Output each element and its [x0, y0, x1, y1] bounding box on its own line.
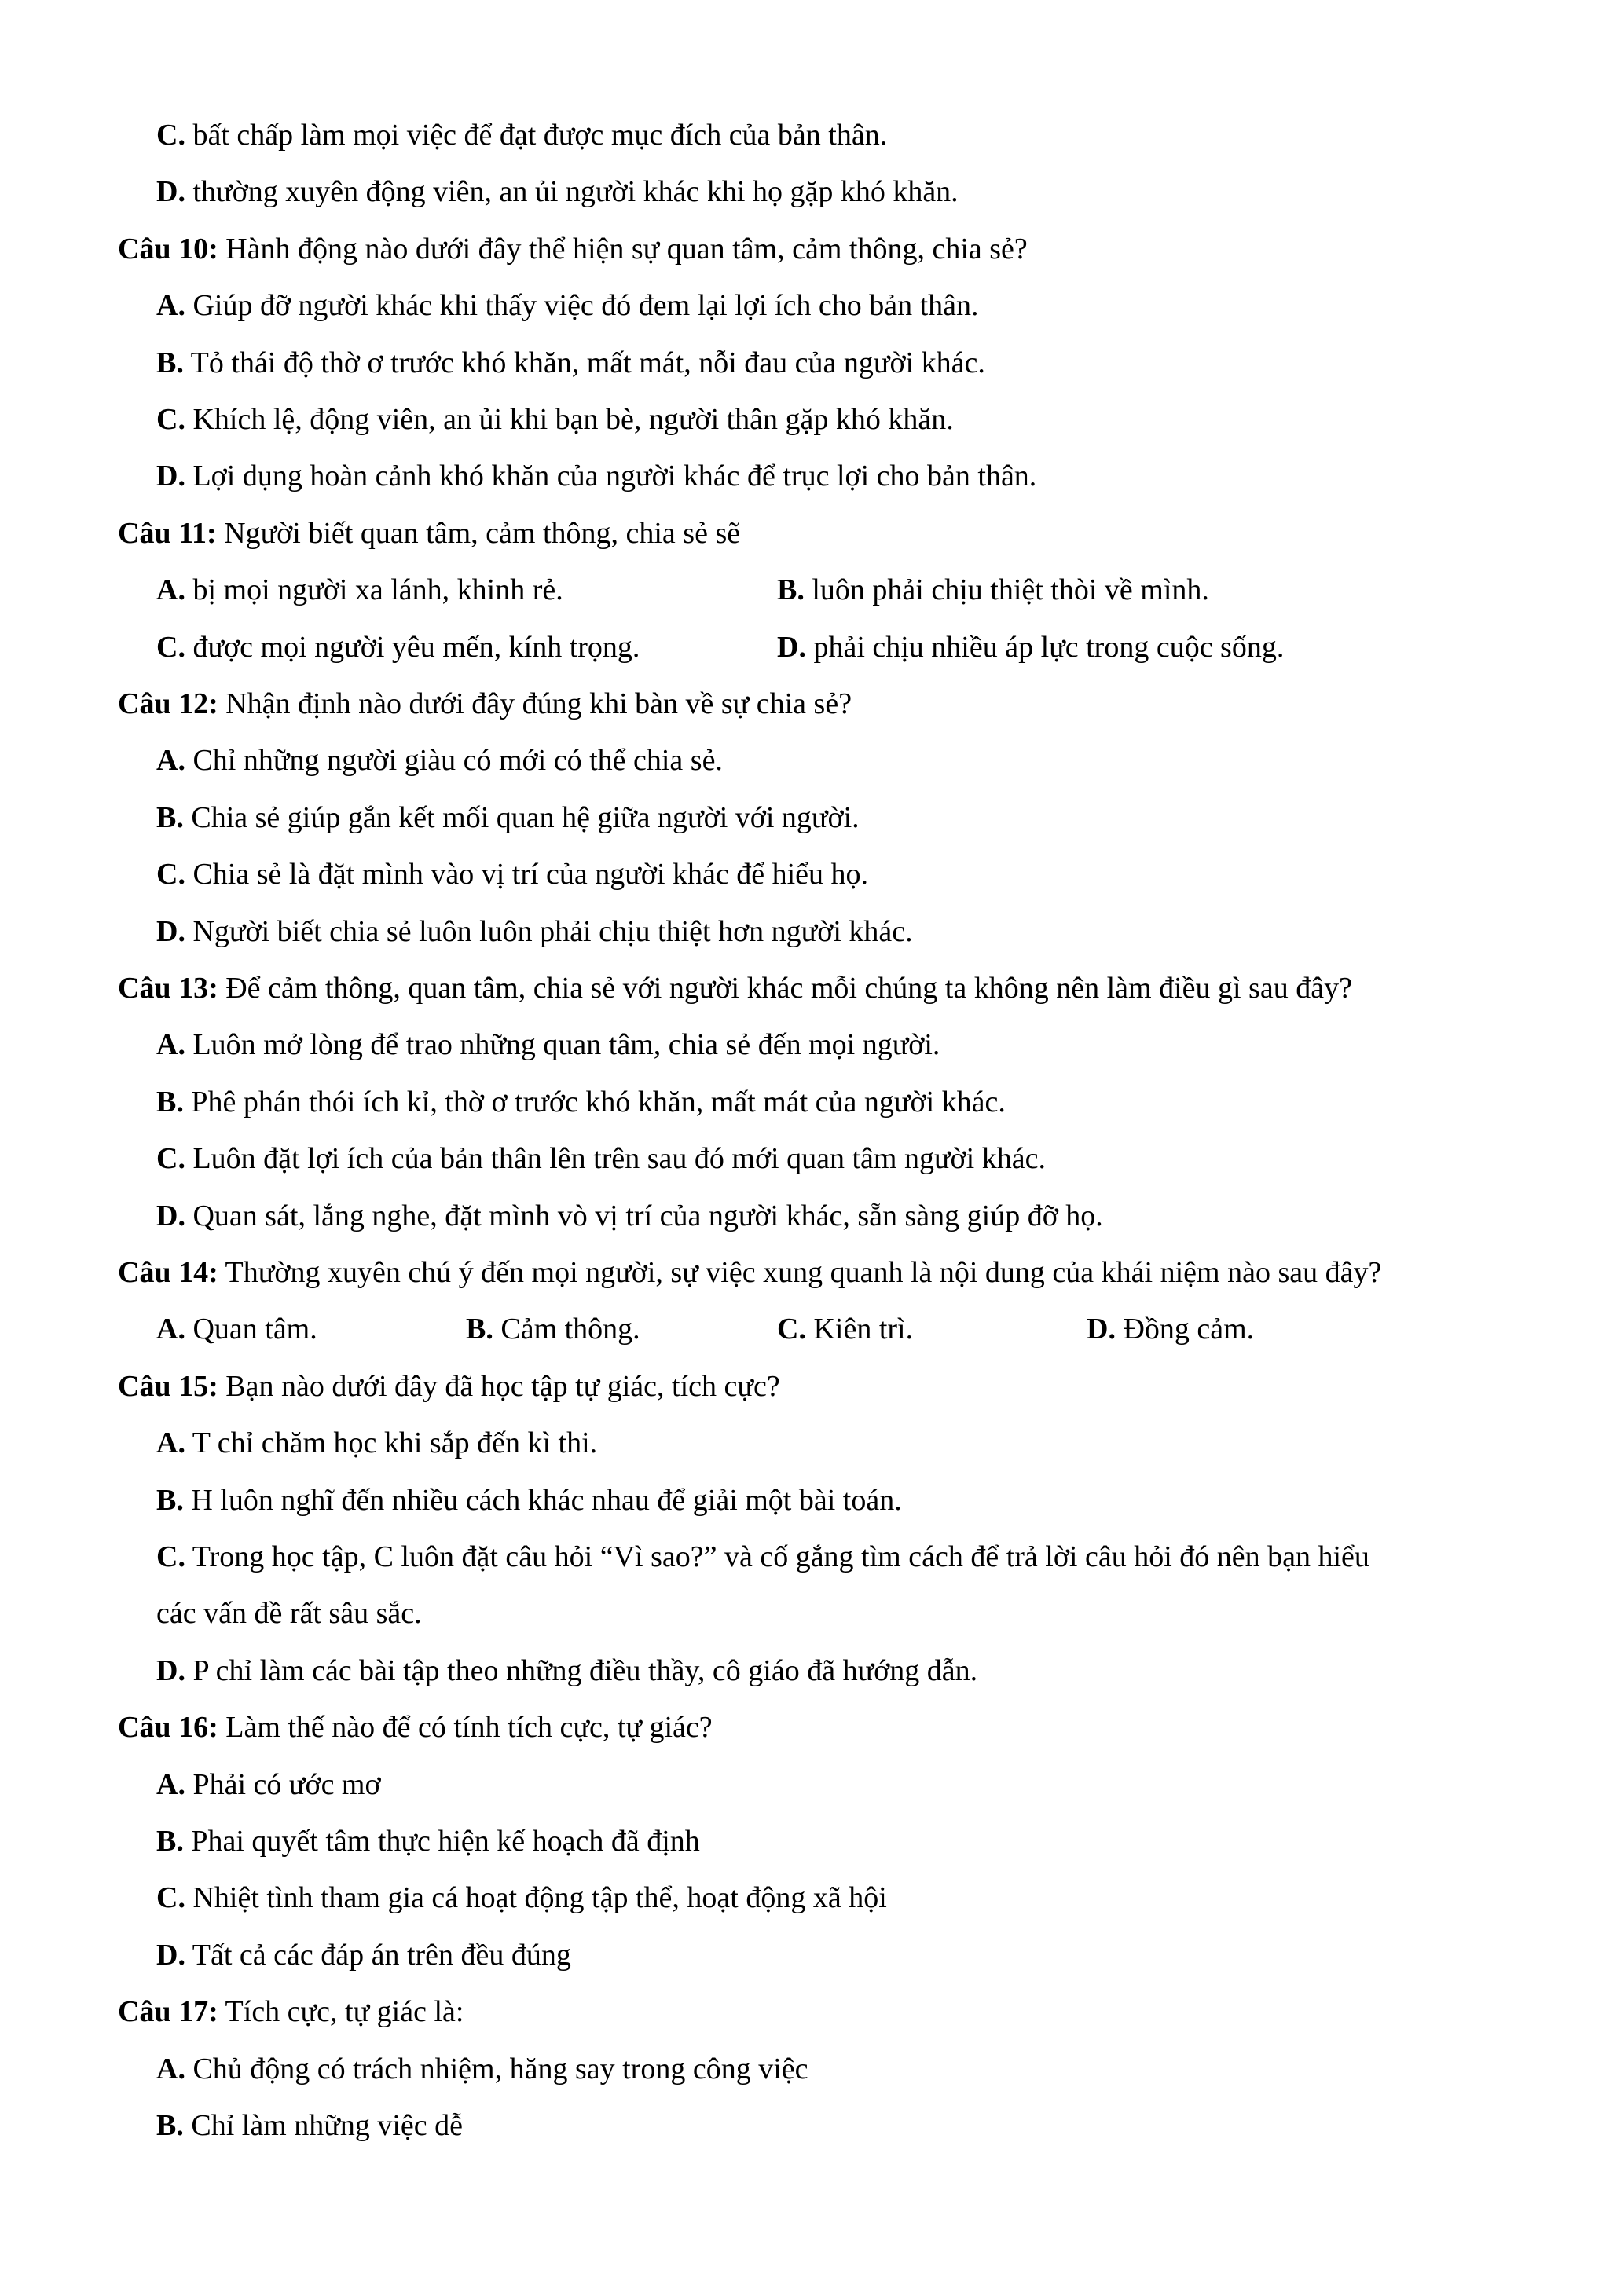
option-label: B.	[466, 1313, 493, 1346]
option-label: D.	[156, 175, 185, 208]
question-number: Câu 15:	[118, 1370, 218, 1403]
option-label: A.	[156, 573, 185, 606]
question-text: Để cảm thông, quan tâm, chia sẻ với người khác mỗi chúng ta không nên làm điều gì sau đây?	[218, 972, 1352, 1005]
option-label: C.	[156, 1142, 185, 1175]
option-text: T chỉ chăm học khi sắp đến kì thi.	[185, 1426, 598, 1459]
option-label: D.	[156, 1939, 185, 1972]
answer-option	[156, 2050, 808, 2088]
question-line	[118, 514, 740, 552]
question-number: Câu 11:	[118, 517, 217, 550]
option-label: B.	[156, 2109, 184, 2142]
answer-option	[156, 1424, 597, 1462]
option-text: P chỉ làm các bài tập theo những điều thầy, cô giáo đã hướng dẫn.	[185, 1654, 978, 1687]
answer-option	[156, 1652, 977, 1690]
question-text: Thường xuyên chú ý đến mọi người, sự việc xung quanh là nội dung của khái niệm nào sau đây?	[218, 1256, 1382, 1289]
option-label: A.	[156, 1313, 185, 1346]
option-text: Quan tâm.	[185, 1313, 317, 1346]
option-text: luôn phải chịu thiệt thòi về mình.	[804, 573, 1209, 606]
question-number: Câu 13:	[118, 972, 218, 1005]
answer-option	[156, 1481, 902, 1519]
option-label: A.	[156, 744, 185, 777]
answer-option	[156, 571, 563, 609]
option-label: D.	[156, 1654, 185, 1687]
option-label: D.	[777, 631, 806, 664]
question-number: Câu 16:	[118, 1711, 218, 1744]
question-text: Làm thế nào để có tính tích cực, tự giác?	[218, 1711, 713, 1744]
question-text: Nhận định nào dưới đây đúng khi bàn về sự chia sẻ?	[218, 687, 852, 720]
question-line	[118, 1708, 713, 1746]
answer-option	[156, 1879, 887, 1917]
option-label: A.	[156, 289, 185, 322]
answer-option	[156, 1310, 317, 1348]
answer-option	[156, 287, 979, 324]
answer-option	[156, 1822, 700, 1860]
option-label: B.	[156, 1825, 184, 1858]
option-text: thường xuyên động viên, an ủi người khác khi họ gặp khó khăn.	[185, 175, 959, 208]
option-label: C.	[156, 631, 185, 664]
option-text: được mọi người yêu mến, kính trọng.	[185, 631, 640, 664]
answer-option	[156, 173, 959, 211]
option-label: B.	[156, 1086, 184, 1119]
option-text: Phải có ước mơ	[185, 1768, 381, 1801]
question-number: Câu 17:	[118, 1995, 218, 2028]
option-label: D.	[156, 460, 185, 493]
question-line	[118, 1368, 780, 1405]
option-label: C.	[156, 858, 185, 891]
option-text: Quan sát, lắng nghe, đặt mình vò vị trí của người khác, sẵn sàng giúp đỡ họ.	[185, 1199, 1103, 1232]
option-label: B.	[156, 1484, 184, 1517]
option-text: Khích lệ, động viên, an ủi khi bạn bè, người thân gặp khó khăn.	[185, 403, 954, 436]
option-text: phải chịu nhiều áp lực trong cuộc sống.	[805, 631, 1285, 664]
option-label: A.	[156, 1768, 185, 1801]
option-label: B.	[777, 573, 805, 606]
option-text: Phê phán thói ích kỉ, thờ ơ trước khó khăn, mất mát của người khác.	[183, 1086, 1006, 1119]
option-text: Chỉ những người giàu có mới có thể chia sẻ.	[185, 744, 723, 777]
option-text: Chia sẻ là đặt mình vào vị trí của người khác để hiểu họ.	[185, 858, 869, 891]
option-label: D.	[156, 1199, 185, 1232]
option-text: Nhiệt tình tham gia cá hoạt động tập thể, hoạt động xã hội	[185, 1881, 887, 1914]
answer-option-continuation: các vấn đề rất sâu sắc.	[156, 1597, 422, 1630]
answer-option	[777, 1310, 913, 1348]
answer-option	[777, 628, 1284, 666]
option-label: A.	[156, 1426, 185, 1459]
question-line	[118, 1254, 1381, 1291]
option-text: Lợi dụng hoàn cảnh khó khăn của người khác để trục lợi cho bản thân.	[185, 460, 1037, 493]
option-text: Cảm thông.	[493, 1313, 640, 1346]
answer-option	[156, 344, 985, 382]
answer-option	[156, 1026, 940, 1064]
answer-option	[777, 571, 1209, 609]
option-text: H luôn nghĩ đến nhiều cách khác nhau để giải một bài toán.	[183, 1484, 902, 1517]
answer-option	[156, 742, 723, 779]
option-text: Tỏ thái độ thờ ơ trước khó khăn, mất mát, nỗi đau của người khác.	[183, 346, 985, 379]
answer-option	[156, 628, 640, 666]
option-text: Trong học tập, C luôn đặt câu hỏi “Vì sao?” và cố gắng tìm cách để trả lời câu hỏi đó nên bạn hiểu	[185, 1540, 1369, 1573]
option-text: Chủ động có trách nhiệm, hăng say trong công việc	[185, 2052, 808, 2085]
option-text: Kiên trì.	[805, 1313, 914, 1346]
answer-option	[156, 1083, 1006, 1121]
option-text: Tất cả các đáp án trên đều đúng	[185, 1939, 571, 1972]
answer-option	[1087, 1310, 1254, 1348]
question-text: Hành động nào dưới đây thể hiện sự quan tâm, cảm thông, chia sẻ?	[218, 233, 1028, 265]
option-label: B.	[156, 346, 184, 379]
answer-option	[156, 116, 887, 154]
question-line	[118, 969, 1352, 1007]
question-line	[118, 230, 1028, 268]
option-label: C.	[777, 1313, 806, 1346]
answer-option	[156, 1766, 381, 1803]
question-number: Câu 14:	[118, 1256, 218, 1289]
option-text: Người biết chia sẻ luôn luôn phải chịu thiệt hơn người khác.	[185, 915, 913, 948]
answer-option	[156, 913, 913, 950]
answer-option	[156, 2107, 463, 2144]
option-text: bất chấp làm mọi việc để đạt được mục đích của bản thân.	[185, 119, 888, 152]
option-label: D.	[1087, 1313, 1116, 1346]
option-text: Luôn đặt lợi ích của bản thân lên trên sau đó mới quan tâm người khác.	[185, 1142, 1046, 1175]
option-label: A.	[156, 2052, 185, 2085]
option-text: Phai quyết tâm thực hiện kế hoạch đã định	[183, 1825, 700, 1858]
answer-option	[156, 799, 860, 837]
answer-option	[156, 1936, 571, 1974]
option-label: C.	[156, 1540, 185, 1573]
option-text: Chỉ làm những việc dễ	[183, 2109, 463, 2142]
answer-option	[156, 855, 868, 893]
option-label: C.	[156, 403, 185, 436]
option-text: Luôn mở lòng để trao những quan tâm, chia sẻ đến mọi người.	[185, 1028, 940, 1061]
option-label: B.	[156, 801, 184, 834]
question-line	[118, 685, 852, 723]
answer-option	[156, 1140, 1046, 1177]
option-label: C.	[156, 1881, 185, 1914]
option-text: Chia sẻ giúp gắn kết mối quan hệ giữa người với người.	[183, 801, 860, 834]
answer-option	[466, 1310, 640, 1348]
question-number: Câu 10:	[118, 233, 218, 265]
option-label: A.	[156, 1028, 185, 1061]
answer-option	[156, 457, 1036, 495]
question-text: Tích cực, tự giác là:	[218, 1995, 464, 2028]
answer-option	[156, 1538, 1369, 1576]
option-text: Giúp đỡ người khác khi thấy việc đó đem lại lợi ích cho bản thân.	[185, 289, 979, 322]
question-text: Bạn nào dưới đây đã học tập tự giác, tích cực?	[218, 1370, 780, 1403]
option-label: D.	[156, 915, 185, 948]
option-label: C.	[156, 119, 185, 152]
question-number: Câu 12:	[118, 687, 218, 720]
answer-option	[156, 401, 954, 438]
option-text: Đồng cảm.	[1115, 1313, 1255, 1346]
question-text: Người biết quan tâm, cảm thông, chia sẻ sẽ	[216, 517, 741, 550]
answer-option	[156, 1197, 1103, 1235]
option-text: bị mọi người xa lánh, khinh rẻ.	[185, 573, 563, 606]
question-line	[118, 1993, 464, 2031]
